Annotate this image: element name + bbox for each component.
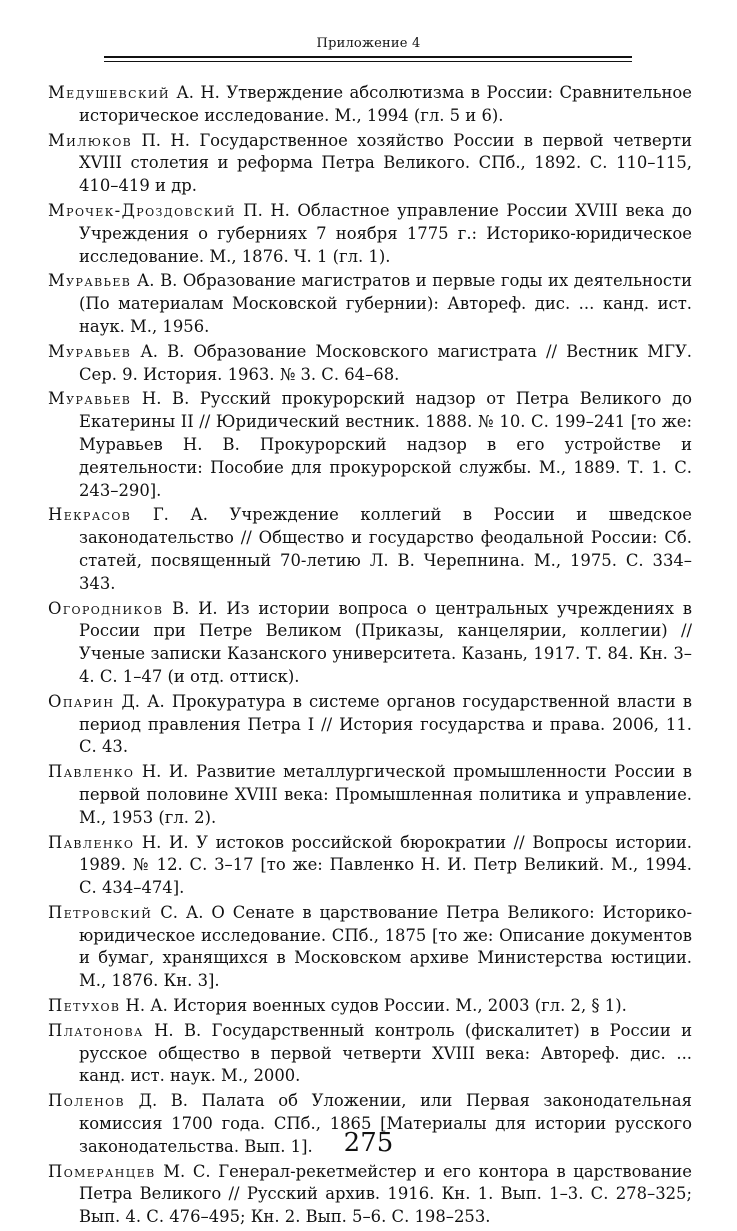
entry-text: Д. В. Палата об Уложении, или Первая законодательная комиссия 1700 года. СПб., 1865 [Материалы для истории русского законодательства. Вып. 1]. xyxy=(79,1091,692,1156)
entry-author: Огородников xyxy=(48,598,164,618)
bibliography-entry xyxy=(48,270,692,338)
running-header: Приложение 4 xyxy=(316,36,421,51)
bibliography-entry xyxy=(48,598,692,689)
bibliography-entry xyxy=(48,200,692,268)
entry-text: А. В. Образование магистратов и первые годы их деятельности (По материалам Московской губернии): Автореф. дис. ... канд. ист. наук. М., 1956. xyxy=(79,271,692,336)
bibliography-entry xyxy=(48,832,692,900)
entry-text: Н. В. Государственный контроль (фискалитет) в России и русское общество в первой четверти XVIII века: Автореф. дис. ... канд. ист. наук. М., 2000. xyxy=(79,1020,692,1086)
entry-author: Поленов xyxy=(48,1091,126,1111)
entry-author: Павленко xyxy=(48,832,135,852)
entry-text: Н. В. Русский прокурорский надзор от Петра Великого до Екатерины II // Юридический вестник. 1888. № 10. С. 199–241 [то же: Муравьев Н. В. Прокурорский надзор в его устройстве и деятельности: Пособие для прокурорской службы. М., 1889. Т. 1. С. 243–290]. xyxy=(79,389,692,500)
bibliography-entry xyxy=(48,1161,692,1229)
entry-author: Павленко xyxy=(48,762,135,782)
entry-author: Померанцев xyxy=(48,1161,156,1181)
bibliography-entry xyxy=(48,130,692,198)
entry-author: Опарин xyxy=(48,691,115,711)
entry-author: Петровский xyxy=(48,902,153,922)
bibliography-entry xyxy=(48,995,692,1018)
entry-author: Петухов xyxy=(48,996,121,1016)
bibliography-entry xyxy=(48,1020,692,1088)
entry-text: В. И. Из истории вопроса о центральных учреждениях в России при Петре Великом (Приказы, канцелярии, коллегии) // Ученые записки Казанского университета. Казань, 1917. Т. 84. Кн. 3–4. С. 1–47 (и отд. оттиск). xyxy=(79,598,692,686)
entry-text: М. С. Генерал-рекетмейстер и его контора в царствование Петра Великого // Русский архив. 1916. Кн. 1. Вып. 1–3. С. 278–325; Вып. 4. С. 476–495; Кн. 2. Вып. 5–6. С. 198–253. xyxy=(79,1161,692,1227)
entry-text: П. Н. Государственное хозяйство России в первой четверти XVIII столетия и реформа Петра Великого. СПб., 1892. С. 110–115, 410–419 и др. xyxy=(79,130,692,196)
bibliography-entry xyxy=(48,504,692,595)
entry-text: А. В. Образование Московского магистрата // Вестник МГУ. Сер. 9. История. 1963. № 3. С. 64–68. xyxy=(79,341,692,384)
entry-author: Милюков xyxy=(48,130,133,150)
entry-text: С. А. О Сенате в царствование Петра Великого: Историко-юридическое исследование. СПб., 1875 [то же: Описание документов и бумаг, хранящихся в Московском архиве Министерства юстиции. М., 1876. Кн. 3]. xyxy=(79,902,692,991)
entry-author: Муравьев xyxy=(48,271,132,291)
entry-author: Муравьев xyxy=(48,389,132,409)
entry-text: Н. И. У истоков российской бюрократии // Вопросы истории. 1989. № 12. С. 3–17 [то же: Павленко Н. И. Петр Великий. М., 1994. С. 434–474]. xyxy=(79,832,692,898)
bibliography-entry xyxy=(48,902,692,993)
entry-author: Муравьев xyxy=(48,341,132,361)
bibliography-list xyxy=(48,82,692,1231)
entry-text: П. Н. Областное управление России XVIII века до Учреждения о губерниях 7 ноября 1775 г.: Историко-юридическое исследование. М., 1876. Ч. 1 (гл. 1). xyxy=(79,200,692,266)
bibliography-entry xyxy=(48,341,692,387)
page-number: 275 xyxy=(343,1128,394,1158)
header-rule xyxy=(104,56,632,58)
entry-text: Г. А. Учреждение коллегий в России и шведское законодательство // Общество и государство феодальной России: Сб. статей, посвященный 70-летию Л. В. Черепнина. М., 1975. С. 334–343. xyxy=(79,505,692,593)
entry-author: Некрасов xyxy=(48,505,132,525)
bibliography-entry xyxy=(48,82,692,128)
bibliography-entry xyxy=(48,761,692,829)
bibliography-entry xyxy=(48,388,692,502)
entry-author: Медушевский xyxy=(48,83,170,102)
entry-text: Н. А. История военных судов России. М., 2003 (гл. 2, § 1). xyxy=(120,996,627,1016)
entry-author: Мрочек-Дроздовский xyxy=(48,200,236,220)
entry-text: Н. И. Развитие металлургической промышленности России в первой половине XVIII века: Промышленная политика и управление. М., 1953 (гл. 2). xyxy=(79,762,692,827)
header-rule-thin xyxy=(104,61,632,62)
entry-text: А. Н. Утверждение абсолютизма в России: Сравнительное историческое исследование. М., 1994 (гл. 5 и 6). xyxy=(79,83,692,125)
entry-text: Д. А. Прокуратура в системе органов государственной власти в период правления Петра I // История государства и права. 2006, 11. С. 43. xyxy=(79,691,692,757)
bibliography-entry xyxy=(48,691,692,759)
entry-author: Платонова xyxy=(48,1020,144,1040)
